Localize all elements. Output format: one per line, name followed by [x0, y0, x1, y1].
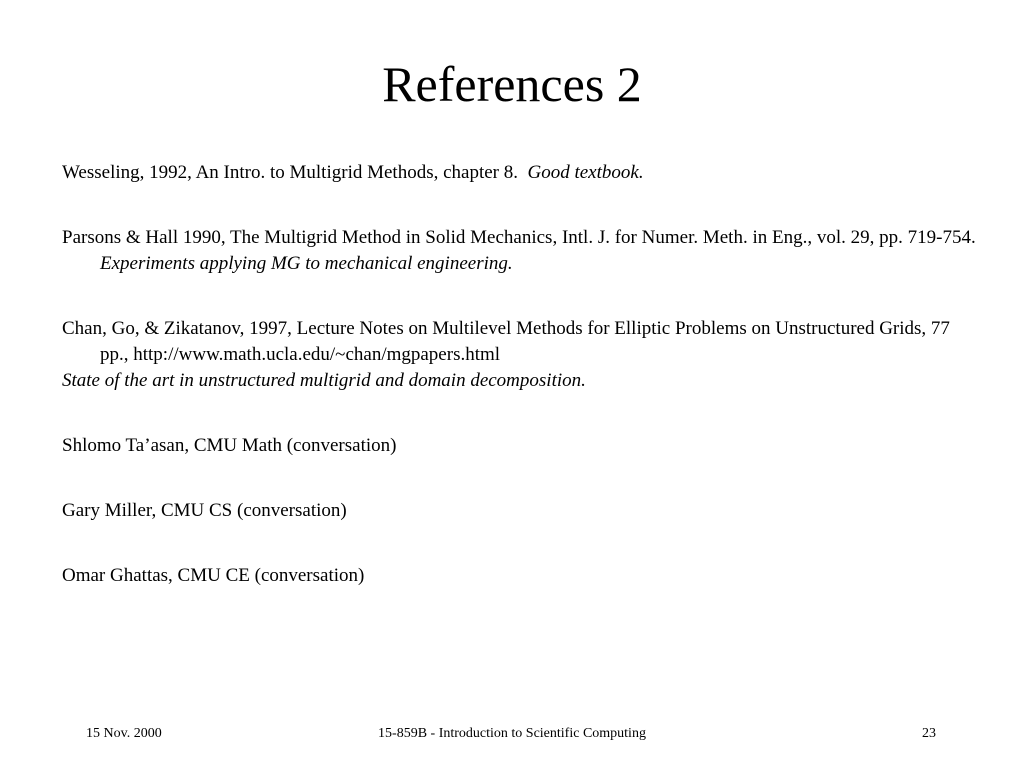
slide-title: References 2 [382, 56, 642, 112]
reference-item [62, 316, 982, 394]
reference-citation: Omar Ghattas, CMU CE (conversation) [62, 565, 365, 586]
reference-note: State of the art in unstructured multigrid and domain decomposition. [62, 370, 586, 391]
reference-citation: Gary Miller, CMU CS (conversation) [62, 500, 347, 521]
reference-note: Good textbook. [527, 162, 644, 183]
reference-note: Experiments applying MG to mechanical engineering. [100, 253, 513, 274]
reference-item [62, 225, 982, 277]
reference-list [62, 160, 982, 628]
slide-footer [0, 724, 1024, 744]
reference-citation: Shlomo Ta’asan, CMU Math (conversation) [62, 435, 397, 456]
reference-item [62, 498, 982, 524]
reference-citation: Wesseling, 1992, An Intro. to Multigrid Methods, chapter 8. [62, 162, 518, 183]
reference-item [62, 563, 982, 589]
reference-citation: Chan, Go, & Zikatanov, 1997, Lecture Notes on Multilevel Methods for Elliptic Problems on Unstructured Grids, 77 pp., http://www.math.ucla.edu/~chan/mgpapers.html [62, 318, 950, 365]
footer-page-number: 23 [922, 726, 936, 741]
reference-citation: Parsons & Hall 1990, The Multigrid Method in Solid Mechanics, Intl. J. for Numer. Meth. in Eng., vol. 29, pp. 719-754. [62, 227, 976, 248]
footer-date: 15 Nov. 2000 [86, 726, 162, 741]
reference-item [62, 433, 982, 459]
reference-item [62, 160, 982, 186]
footer-course-title: 15-859B - Introduction to Scientific Computing [378, 726, 646, 741]
